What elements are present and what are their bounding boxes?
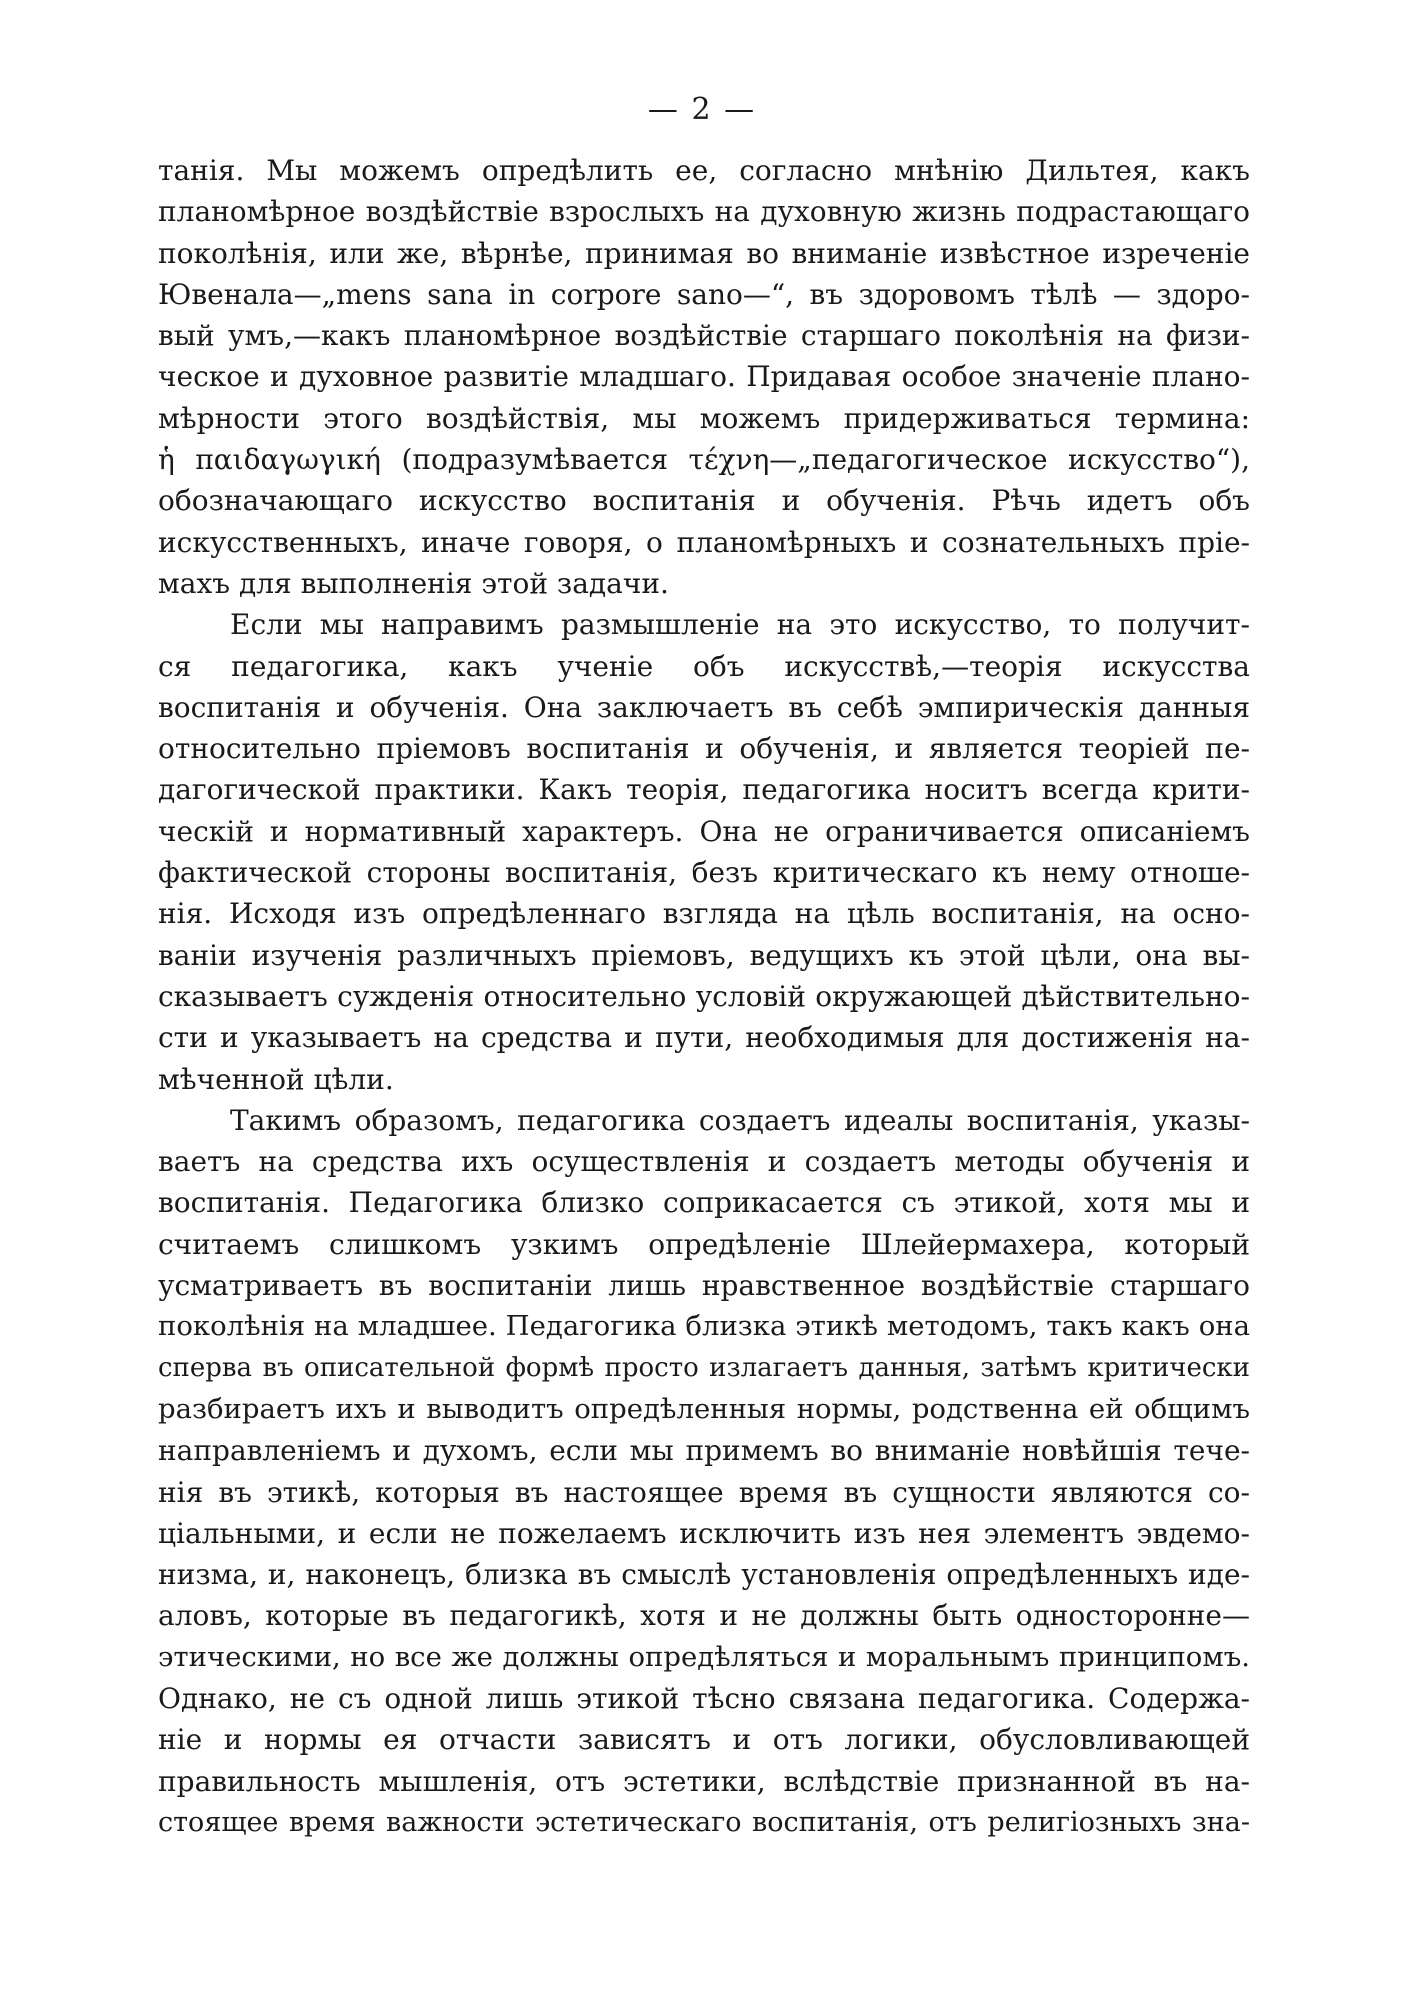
text-line: поколѣнія на младшее. Педагогика близка этикѣ методомъ, такъ какъ она <box>158 1310 1250 1343</box>
text-line: считаемъ слишкомъ узкимъ опредѣленіе Шлейермахера, который <box>158 1227 1250 1261</box>
text-line: сти и указываетъ на средства и пути, необходимыя для достиженія на- <box>158 1021 1250 1055</box>
text-line: танія. Мы можемъ опредѣлить ее, согласно мнѣнію Дильтея, какъ <box>158 154 1250 187</box>
text-line: ся педагогика, какъ ученіе объ искусствѣ,—теорія искусства <box>158 649 1250 683</box>
text-line: мѣченной цѣли. <box>158 1062 394 1096</box>
paragraph-2 <box>158 604 1250 1100</box>
text-line: воспитанія и обученія. Она заключаетъ въ себѣ эмпирическія данныя <box>158 690 1250 724</box>
text-line: поколѣнія, или же, вѣрнѣе, принимая во вниманіе извѣстное изреченіе <box>158 236 1250 270</box>
text-line: нія въ этикѣ, которыя въ настоящее время въ сущности являются со- <box>158 1475 1250 1509</box>
text-line: Такимъ образомъ, педагогика создаетъ идеалы воспитанія, указы- <box>230 1103 1250 1137</box>
text-line: махъ для выполненія этой задачи. <box>158 566 669 600</box>
text-line: ческій и нормативный характеръ. Она не ограничивается описаніемъ <box>158 814 1250 848</box>
text-line: сказываетъ сужденія относительно условій окружающей дѣйствительно- <box>158 979 1250 1013</box>
text-line: обозначающаго искусство воспитанія и обученія. Рѣчь идетъ объ <box>158 484 1250 518</box>
text-line: направленіемъ и духомъ, если мы примемъ во вниманіе новѣйшія тече- <box>158 1434 1250 1468</box>
page-body <box>158 150 1250 1843</box>
text-line: Ювенала—„mens sana in corpore sano—“, въ здоровомъ тѣлѣ — здоро- <box>158 277 1250 311</box>
text-line: дагогической практики. Какъ теорія, педагогика носитъ всегда крити- <box>158 773 1250 807</box>
text-line: сперва въ описательной формѣ просто излагаетъ данныя, затѣмъ критически <box>158 1352 1250 1383</box>
paragraph-1 <box>158 150 1250 604</box>
text-line: разбираетъ ихъ и выводитъ опредѣленныя нормы, родственна ей общимъ <box>158 1392 1250 1425</box>
text-line: усматриваетъ въ воспитаніи лишь нравственное воздѣйствіе старшаго <box>158 1269 1250 1303</box>
text-line: Однако, не съ одной лишь этикой тѣсно связана педагогика. Содержа- <box>158 1681 1250 1715</box>
text-line: относительно пріемовъ воспитанія и обученія, и является теоріей пе- <box>158 732 1250 766</box>
text-line: стоящее время важности эстетическаго воспитанія, отъ религіозныхъ зна- <box>158 1806 1250 1838</box>
text-line: ваніи изученія различныхъ пріемовъ, ведущихъ къ этой цѣли, она вы- <box>158 938 1250 972</box>
text-line: ніе и нормы ея отчасти зависятъ и отъ логики, обусловливающей <box>158 1723 1250 1757</box>
text-line: воспитанія. Педагогика близко соприкасается съ этикой, хотя мы и <box>158 1186 1250 1220</box>
text-line: вый умъ,—какъ планомѣрное воздѣйствіе старшаго поколѣнія на физи- <box>158 319 1250 353</box>
text-line: ἡ παιδαγωγική (подразумѣвается τέχνη—„педагогическое искусство“), <box>158 443 1250 477</box>
text-line: планомѣрное воздѣйствіе взрослыхъ на духовную жизнь подрастающаго <box>158 195 1250 229</box>
text-line: этическими, но все же должны опредѣляться и моральнымъ принципомъ. <box>158 1640 1250 1673</box>
text-line: фактической стороны воспитанія, безъ критическаго къ нему отноше- <box>158 856 1250 890</box>
text-line: правильность мышленія, отъ эстетики, вслѣдствіе признанной въ на- <box>158 1764 1250 1798</box>
text-line: аловъ, которые въ педагогикѣ, хотя и не должны быть односторонне— <box>158 1599 1250 1633</box>
text-line: ваетъ на средства ихъ осуществленія и создаетъ методы обученія и <box>158 1145 1250 1179</box>
text-line: Если мы направимъ размышленіе на это искусство, то получит- <box>230 608 1250 642</box>
page-number: — 2 — <box>647 92 757 127</box>
text-line: мѣрности этого воздѣйствія, мы можемъ придерживаться термина: <box>158 401 1250 435</box>
paragraph-3 <box>158 1100 1250 1843</box>
text-line: низма, и, наконецъ, близка въ смыслѣ установленія опредѣленныхъ иде- <box>158 1558 1250 1592</box>
text-line: ціальными, и если не пожелаемъ исключить изъ нея элементъ эвдемо- <box>158 1516 1250 1550</box>
text-line: ческое и духовное развитіе младшаго. Придавая особое значеніе плано- <box>158 360 1250 394</box>
text-line: искусственныхъ, иначе говоря, о планомѣрныхъ и сознательныхъ пріе- <box>158 525 1250 559</box>
text-line: нія. Исходя изъ опредѣленнаго взгляда на цѣль воспитанія, на осно- <box>158 897 1250 931</box>
